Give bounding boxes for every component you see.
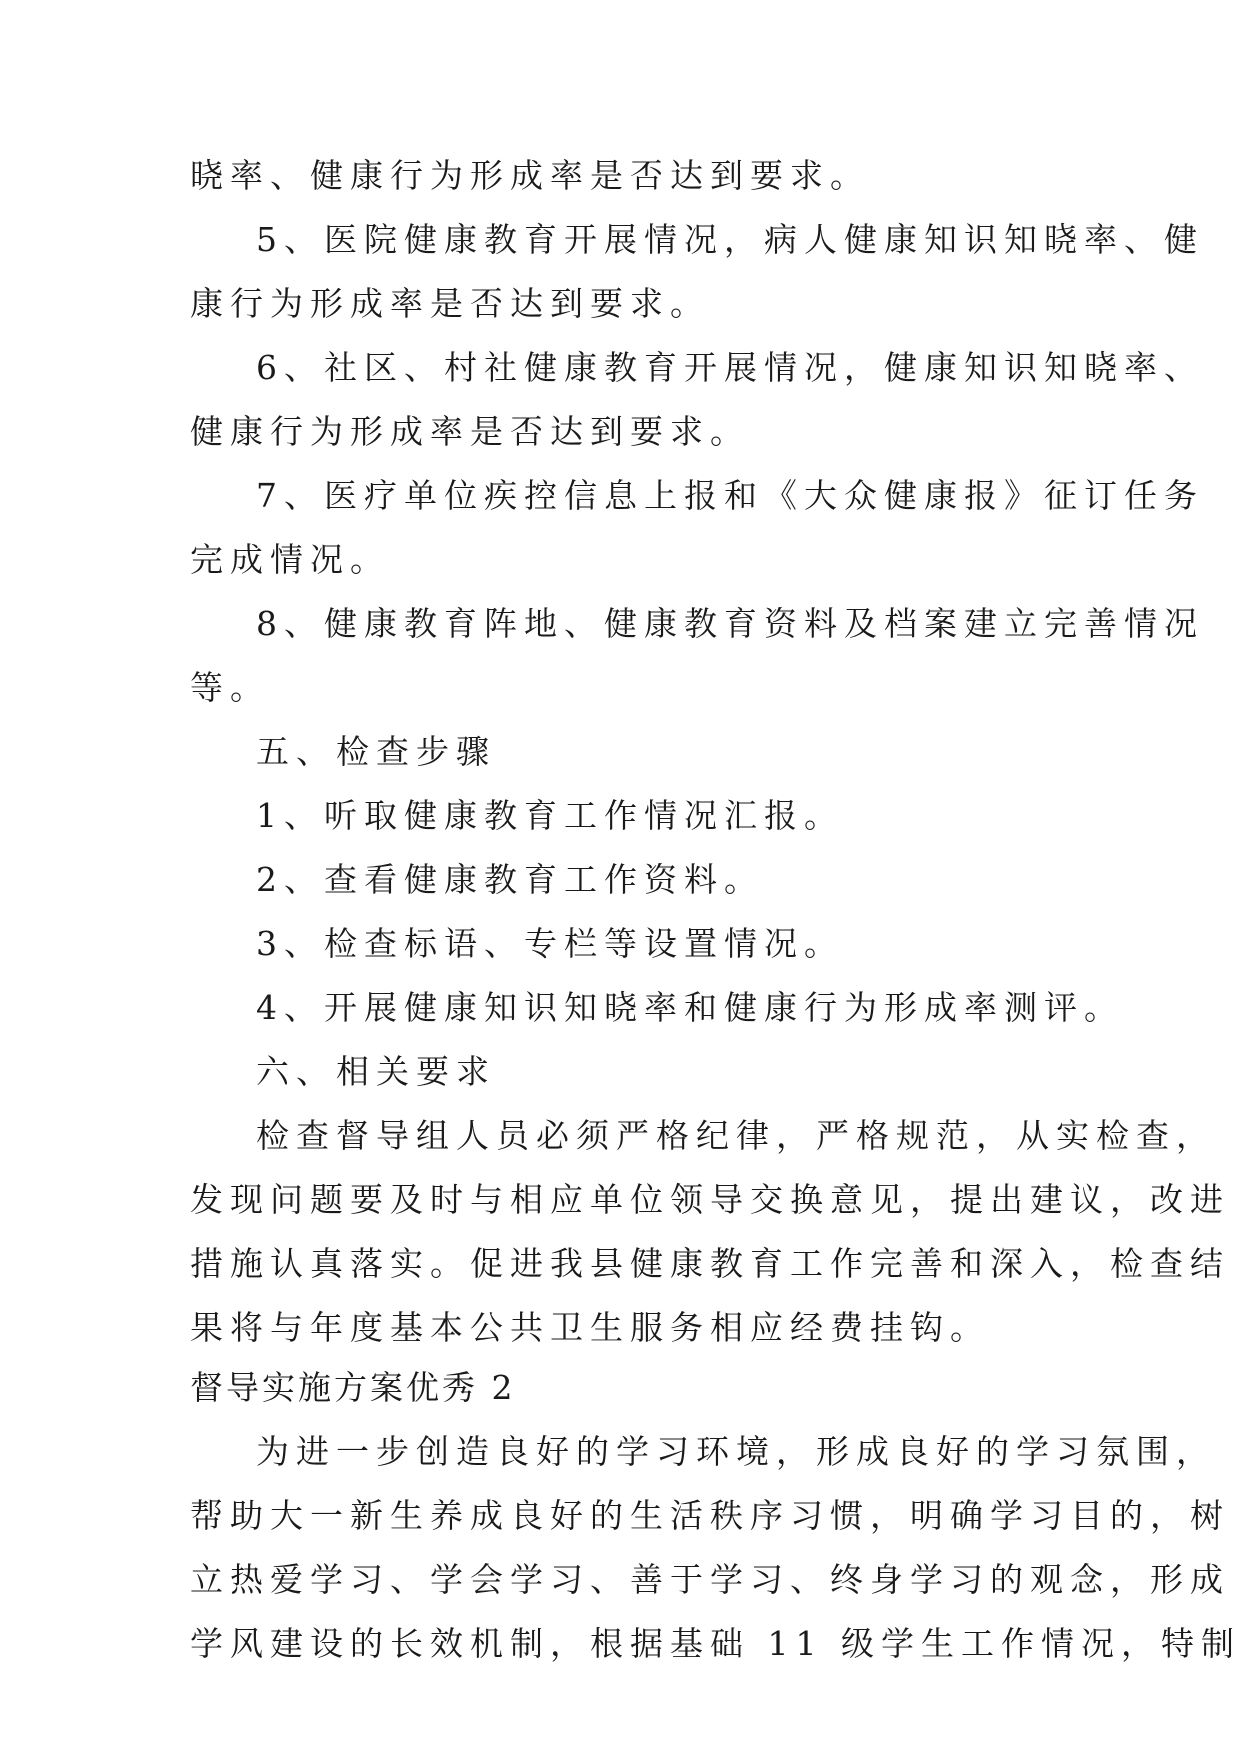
- text-line: 措施认真落实。促进我县健康教育工作完善和深入，检查结: [190, 1244, 1230, 1283]
- text-line: 7、医疗单位疾控信息上报和《大众健康报》征订任务: [256, 476, 1204, 515]
- text-line: 帮助大一新生养成良好的生活秩序习惯，明确学习目的，树: [190, 1496, 1230, 1535]
- text-line: 2、查看健康教育工作资料。: [256, 860, 764, 899]
- section-heading: 五、检查步骤: [256, 732, 496, 771]
- text-line: 8、健康教育阵地、健康教育资料及档案建立完善情况: [256, 604, 1204, 643]
- text-line: 完成情况。: [190, 540, 390, 579]
- text-line: 3、检查标语、专栏等设置情况。: [256, 924, 844, 963]
- text-line: 果将与年度基本公共卫生服务相应经费挂钩。: [190, 1308, 990, 1347]
- document-title: 督导实施方案优秀 2: [190, 1368, 516, 1407]
- text-line: 为进一步创造良好的学习环境，形成良好的学习氛围，: [256, 1432, 1216, 1471]
- text-line: 健康行为形成率是否达到要求。: [190, 412, 750, 451]
- text-line: 6、社区、村社健康教育开展情况，健康知识知晓率、: [256, 348, 1204, 387]
- text-line: 4、开展健康知识知晓率和健康行为形成率测评。: [256, 988, 1124, 1027]
- text-line: 立热爱学习、学会学习、善于学习、终身学习的观念，形成: [190, 1560, 1230, 1599]
- text-line: 学风建设的长效机制，根据基础 11 级学生工作情况，特制: [190, 1624, 1241, 1663]
- text-line: 1、听取健康教育工作情况汇报。: [256, 796, 844, 835]
- text-line: 等。: [190, 668, 270, 707]
- text-line: 发现问题要及时与相应单位领导交换意见，提出建议，改进: [190, 1180, 1230, 1219]
- text-line: 检查督导组人员必须严格纪律，严格规范，从实检查，: [256, 1116, 1216, 1155]
- text-line: 康行为形成率是否达到要求。: [190, 284, 710, 323]
- text-line: 5、医院健康教育开展情况，病人健康知识知晓率、健: [256, 220, 1204, 259]
- section-heading: 六、相关要求: [256, 1052, 496, 1091]
- text-line: 晓率、健康行为形成率是否达到要求。: [190, 156, 870, 195]
